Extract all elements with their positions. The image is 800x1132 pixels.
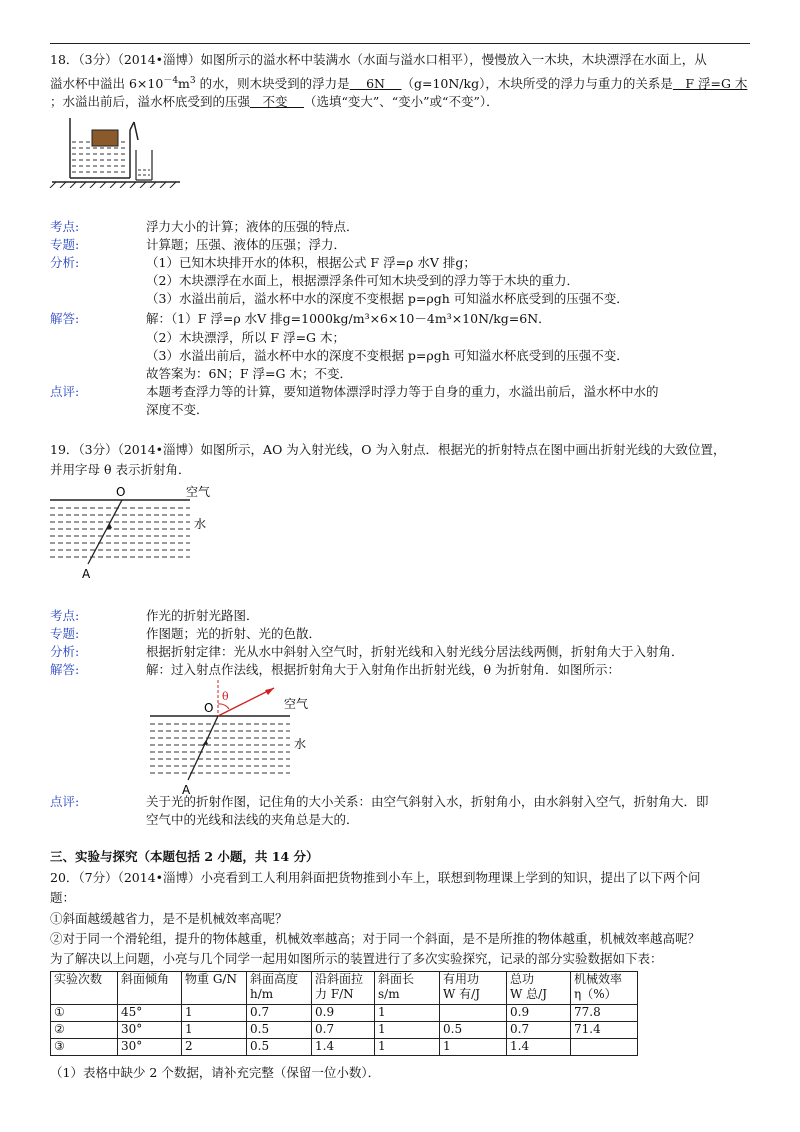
- table-cell: [571, 1039, 638, 1056]
- q18-fenxi-label: 分析:: [50, 255, 80, 270]
- col-height: 斜面高度 h/m: [247, 972, 312, 1005]
- top-rule: [50, 43, 750, 44]
- refraction-answer-figure: [148, 678, 348, 798]
- table-cell: 45°: [118, 1005, 182, 1022]
- q18-line2-d: （g=10N/kg），木块所受的浮力与重力的关系是: [401, 76, 673, 91]
- q19-answer-theta: θ: [222, 690, 229, 703]
- table-header-row: [51, 972, 638, 1005]
- table-cell: 0.9: [507, 1005, 571, 1022]
- q18-exp2: 3: [189, 76, 196, 86]
- q18-exp: －4: [163, 76, 179, 86]
- q18-jieda-3: （3）水溢出前后，溢水杯中水的深度不变根据 p=ρgh 可知溢水杯底受到的压强不变．: [146, 348, 629, 363]
- table-cell: ②: [51, 1022, 118, 1039]
- q20-line2: 题：: [50, 890, 76, 905]
- q19-answer-o: O: [204, 701, 214, 715]
- table-cell: 77.8: [571, 1005, 638, 1022]
- q19-fig-air: 空气: [186, 485, 211, 499]
- table-cell: 1: [182, 1005, 247, 1022]
- table-cell: [440, 1005, 507, 1022]
- q19-answer-a: A: [182, 783, 191, 797]
- table-row: [51, 1005, 638, 1022]
- table-cell: 1.4: [507, 1039, 571, 1056]
- table-cell: 1.4: [312, 1039, 375, 1056]
- table-cell: 1: [440, 1039, 507, 1056]
- q18-unit: m: [178, 76, 190, 91]
- col-weight: 物重 G/N: [182, 972, 247, 1005]
- table-row: [51, 1022, 638, 1039]
- q19-line1: 19．（3分）（2014•淄博）如图所示，AO 为入射光线，O 为入射点．根据光的折射特点在图中画出折射光线的大致位置，: [50, 442, 726, 457]
- q19-fig-a: A: [82, 567, 91, 581]
- table-cell: 30°: [118, 1022, 182, 1039]
- col-efficiency: 机械效率 η（%）: [571, 972, 638, 1005]
- q19-jieda: 解：过入射点作法线，根据折射角大于入射角作出折射光线，θ 为折射角．如图所示：: [146, 662, 621, 677]
- q19-fenxi-label: 分析:: [50, 644, 80, 659]
- table-cell: 0.5: [440, 1022, 507, 1039]
- table-cell: ③: [51, 1039, 118, 1056]
- q18-jieda-2: （2）木块漂浮，所以 F 浮=G 木；: [146, 330, 346, 345]
- table-cell: 1: [182, 1022, 247, 1039]
- col-force: 沿斜面拉 力 F/N: [312, 972, 375, 1005]
- q18-jieda-label: 解答:: [50, 311, 80, 326]
- table-cell: 71.4: [571, 1022, 638, 1039]
- q19-dianping-1: 关于光的折射作图，记住角的大小关系：由空气斜射入水，折射角小，由水斜射入空气，折射角大．即: [146, 794, 709, 809]
- q18-fenxi-2: （2）木块漂浮在水面上，根据漂浮条件可知木块受到的浮力等于木块的重力．: [146, 273, 579, 288]
- table-cell: 1: [375, 1039, 440, 1056]
- q19-answer-air: 空气: [284, 697, 309, 711]
- q18-answer-pressure: 不变: [250, 94, 304, 109]
- table-cell: 0.5: [247, 1022, 312, 1039]
- q19-jieda-label: 解答:: [50, 662, 80, 677]
- table-cell: 0.7: [312, 1022, 375, 1039]
- q18-line2: [50, 72, 747, 93]
- q19-kaodian-label: 考点:: [50, 608, 80, 623]
- col-length: 斜面长 s/m: [375, 972, 440, 1005]
- q18-line2-c: 的水，则木块受到的浮力是: [195, 76, 350, 91]
- q18-dianping-2: 深度不变．: [146, 402, 209, 417]
- q18-dianping-label: 点评:: [50, 384, 80, 399]
- q18-line2-a: 溢水杯中溢出 6×10: [50, 76, 164, 91]
- col-angle: 斜面倾角: [118, 972, 182, 1005]
- q19-zhuanti: 作图题；光的折射、光的色散．: [146, 626, 322, 641]
- q18-jieda-4: 故答案为：6N；F 浮=G 木；不变．: [146, 366, 352, 381]
- q19-fig-o: O: [116, 485, 126, 499]
- experiment-data-table: [50, 971, 638, 1056]
- q19-kaodian: 作光的折射光路图．: [146, 608, 259, 623]
- q18-kaodian-label: 考点:: [50, 219, 80, 234]
- col-total-work: 总功 W 总/J: [507, 972, 571, 1005]
- col-useful-work: 有用功 W 有/J: [440, 972, 507, 1005]
- table-cell: 0.5: [247, 1039, 312, 1056]
- q18-fenxi-1: （1）已知木块排开水的体积，根据公式 F 浮=ρ 水V 排g；: [146, 255, 476, 270]
- q18-zhuanti-label: 专题:: [50, 237, 80, 252]
- q20-subquestion-1: （1）表格中缺少 2 个数据，请补充完整（保留一位小数）．: [50, 1065, 381, 1080]
- q19-fig-water: 水: [194, 517, 207, 531]
- q20-line3: ①斜面越缓越省力，是不是机械效率高呢？: [50, 911, 288, 926]
- q18-line3-a: ；水溢出前后，溢水杯底受到的压强: [50, 94, 251, 109]
- table-cell: 1: [375, 1022, 440, 1039]
- q18-jieda-1: 解：（1）F 浮=ρ 水V 排g=1000kg/m³×6×10－4m³×10N/kg=6N．: [146, 311, 551, 326]
- q20-line1: 20．（7分）（2014•淄博）小亮看到工人利用斜面把货物推到小车上，联想到物理课上学到的知识，提出了以下两个问: [50, 870, 701, 885]
- q19-dianping-label: 点评:: [50, 794, 80, 809]
- q18-fenxi-3: （3）水溢出前后，溢水杯中水的深度不变根据 p=ρgh 可知溢水杯底受到的压强不变．: [146, 291, 629, 306]
- q19-fenxi: 根据折射定律：光从水中斜射入空气时，折射光线和入射光线分居法线两侧，折射角大于入射角．: [146, 644, 684, 659]
- q19-line2: 并用字母 θ 表示折射角．: [50, 462, 191, 477]
- q18-kaodian: 浮力大小的计算；液体的压强的特点．: [146, 219, 359, 234]
- section-3-title: 三、实验与探究（本题包括 2 小题，共 14 分）: [50, 849, 319, 864]
- q20-line5: 为了解决以上问题，小亮与几个同学一起用如图所示的装置进行了多次实验探究，记录的部分实验数据如下表：: [50, 951, 663, 966]
- table-cell: 30°: [118, 1039, 182, 1056]
- q18-dianping-1: 本题考查浮力等的计算，要知道物体漂浮时浮力等于自身的重力，水溢出前后，溢水杯中水的: [146, 384, 659, 399]
- col-trial: 实验次数: [51, 972, 118, 1005]
- q18-line3-b: （选填“变大”、“变小”或“不变”）．: [304, 94, 499, 109]
- q18-line3: [50, 93, 499, 111]
- table-row: [51, 1039, 638, 1056]
- table-cell: 1: [375, 1005, 440, 1022]
- refraction-question-figure: [48, 484, 248, 584]
- q18-answer-buoyancy: 6N: [349, 76, 402, 91]
- q19-zhuanti-label: 专题:: [50, 626, 80, 641]
- table-cell: 0.7: [247, 1005, 312, 1022]
- table-cell: 0.7: [507, 1022, 571, 1039]
- overflow-cup-figure: [48, 110, 188, 188]
- q18-zhuanti: 计算题；压强、液体的压强；浮力．: [146, 237, 347, 252]
- q20-line4: ②对于同一个滑轮组，提升的物体越重，机械效率越高；对于同一个斜面，是不是所推的物体越重，机械效率越高呢？: [50, 931, 701, 946]
- table-cell: 0.9: [312, 1005, 375, 1022]
- q19-dianping-2: 空气中的光线和法线的夹角总是大的．: [146, 812, 359, 827]
- q18-line1: 18．（3分）（2014•淄博）如图所示的溢水杯中装满水（水面与溢水口相平），慢慢放入一木块，木块漂浮在水面上，从: [50, 52, 707, 67]
- q19-answer-water: 水: [294, 737, 307, 751]
- table-cell: 2: [182, 1039, 247, 1056]
- table-cell: ①: [51, 1005, 118, 1022]
- q18-answer-relation: F 浮=G 木: [672, 76, 748, 91]
